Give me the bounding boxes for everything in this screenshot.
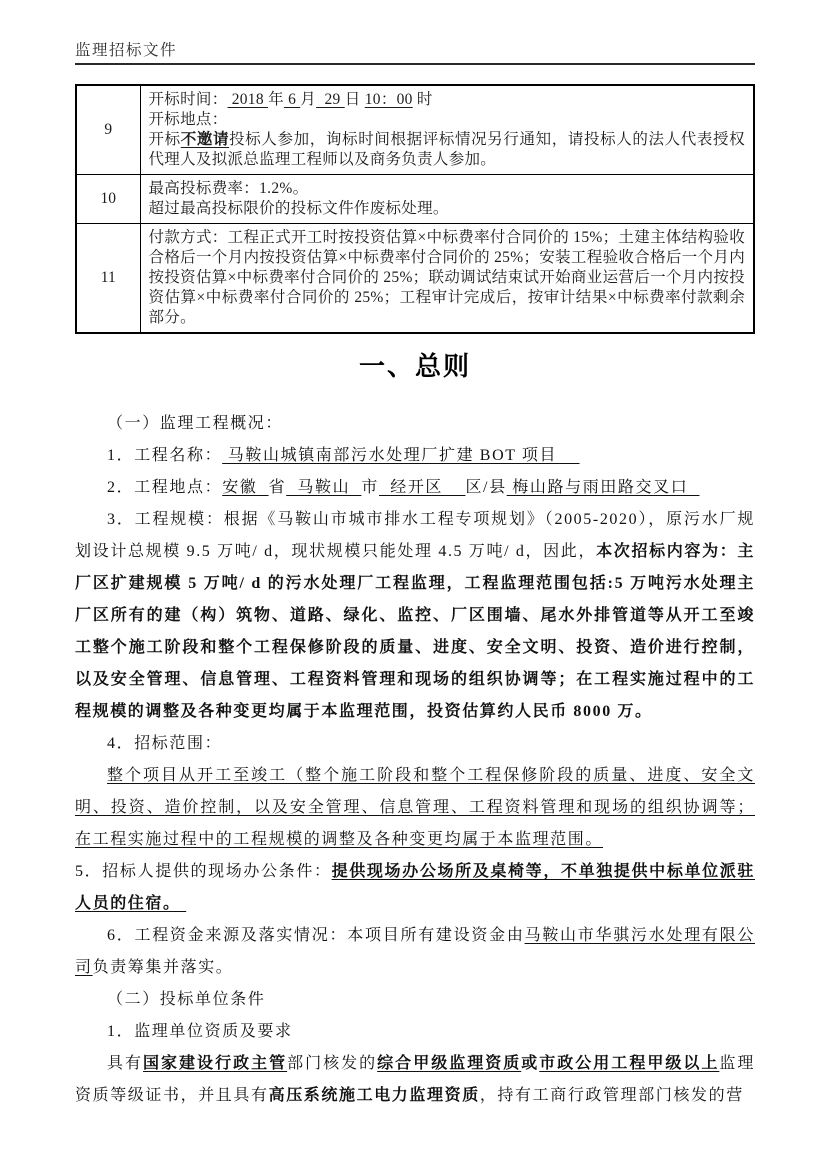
text-segment: 整个项目从开工至竣工（整个施工阶段和整个工程保修阶段的质量、进度、安全文明、投资、造价控制，以及安全管理、信息管理、工程资料管理和现场的组织协调等；在工程实施过程中的工程规模的调整及各种变更均属于本监理范围。 xyxy=(75,767,755,848)
text-segment: 1．工程名称： xyxy=(107,447,223,464)
cell-paragraph xyxy=(149,199,746,219)
body-paragraph xyxy=(75,984,755,1016)
text-segment: 提供现场办公场所及桌椅等，不单独提供中标单位派驻人员的住宿。 xyxy=(75,863,755,912)
text-segment: 年 xyxy=(268,91,284,108)
text-segment: 最高投标费率：1.2%。 xyxy=(148,180,309,197)
document-header xyxy=(75,38,755,65)
document-body xyxy=(75,408,755,1112)
text-segment: 日 xyxy=(344,91,365,108)
body-paragraph xyxy=(75,1048,755,1112)
header-title: 监理招标文件 xyxy=(75,42,178,59)
body-paragraph xyxy=(75,408,755,440)
text-segment: 开标地点： xyxy=(148,111,228,128)
text-segment: 区/县 xyxy=(465,479,507,496)
text-segment: 梅山路与雨田路交叉口 xyxy=(506,479,700,496)
text-segment: 投标人参加，询标时间根据评标情况另行通知，请投标人的法人代表授权代理人及拟派总监理工程师以及商务负责人参加。 xyxy=(148,131,745,168)
text-segment: 经开区 xyxy=(379,479,466,496)
body-paragraph xyxy=(75,504,755,728)
row-number: 9 xyxy=(76,85,140,175)
row-content xyxy=(140,85,754,175)
text-segment: 马鞍山城镇南部污水处理厂扩建 BOT 项目 xyxy=(222,447,580,464)
text-segment: 马鞍山 xyxy=(286,479,362,496)
text-segment: （二）投标单位条件 xyxy=(107,991,266,1008)
text-segment: 市 xyxy=(361,479,380,496)
cell-paragraph xyxy=(149,110,746,130)
table-row xyxy=(76,85,754,175)
text-segment: 2．工程地点： xyxy=(107,479,223,496)
text-segment: 开标时间： xyxy=(148,91,228,108)
text-segment: 1．监理单位资质及要求 xyxy=(107,1023,293,1040)
text-segment: 监理资质等级证书，并且具有 xyxy=(75,1055,755,1104)
text-segment: ，持有工商行政管理部门核发的营 xyxy=(479,1087,744,1104)
body-paragraph xyxy=(75,856,755,920)
text-segment: 时 xyxy=(412,91,433,108)
text-segment: 月 xyxy=(300,91,317,108)
row-number: 11 xyxy=(76,224,140,334)
text-segment: 不邀请 xyxy=(180,131,230,148)
text-segment: 或 xyxy=(521,1055,540,1072)
text-segment: 超过最高投标限价的投标文件作废标处理。 xyxy=(148,200,449,217)
text-segment: 4．招标范围： xyxy=(107,735,223,752)
body-paragraph xyxy=(75,728,755,760)
cell-paragraph xyxy=(149,179,746,199)
text-segment: 付款方式：工程正式开工时按投资估算×中标费率付合同价的 15%；土建主体结构验收合格后一个月内按投资估算×中标费率付合同价的 25%；安装工程验收合格后一个月内按投资估算×中标费率付合同价的 25%；联动调试结束试开始商业运营后一个月内按投资估算×中标费率付合同价的 25%；工程审计完成后，按审计结果×中标费率付款剩余部分。 xyxy=(148,229,745,326)
body-paragraph xyxy=(75,1016,755,1048)
cell-paragraph xyxy=(149,130,746,170)
text-segment: 本次招标内容为：主厂区扩建规模 5 万吨/ d 的污水处理厂工程监理，工程监理范围包括:5 万吨污水处理主厂区所有的建（构）筑物、道路、绿化、监控、厂区围墙、尾水外排管道等从开工至竣工整个施工阶段和整个工程保修阶段的质量、进度、安全文明、投资、造价进行控制，以及安全管理、信息管理、工程资料管理和现场的组织协调等；在工程实施过程中的工程规模的调整及各种变更均属于本监理范围，投资估算约人民币 8000 万。 xyxy=(75,543,755,720)
text-segment: 市政公用工程甲级以上 xyxy=(539,1055,720,1072)
section-title: 一、总则 xyxy=(358,352,471,381)
body-paragraph xyxy=(75,440,755,472)
row-number: 10 xyxy=(76,175,140,224)
text-segment: 部门核发的 xyxy=(287,1055,378,1072)
table-row xyxy=(76,224,754,334)
text-segment: 综合甲级监理资质 xyxy=(377,1055,522,1072)
text-segment: 负责筹集并落实。 xyxy=(92,959,234,976)
table-row xyxy=(76,175,754,224)
text-segment: 省 xyxy=(268,479,287,496)
tender-info-table-body xyxy=(76,85,754,333)
text-segment: 具有 xyxy=(107,1055,144,1072)
text-segment: （一）监理工程概况： xyxy=(107,415,284,432)
text-segment: 2018 xyxy=(227,91,269,108)
text-segment: 开标 xyxy=(148,131,181,148)
text-segment: 马鞍山市华骐污水处理有限公司 xyxy=(75,927,755,976)
body-paragraph xyxy=(75,920,755,984)
text-segment: 安徽 xyxy=(222,479,269,496)
row-content xyxy=(140,175,754,224)
cell-paragraph xyxy=(149,228,746,328)
text-segment: 10：00 xyxy=(364,91,413,108)
text-segment: 29 xyxy=(316,91,345,108)
text-segment: 高压系统施工电力监理资质 xyxy=(268,1087,480,1104)
text-segment: 6 xyxy=(283,91,301,108)
text-segment: 国家建设行政主管 xyxy=(143,1055,288,1072)
tender-info-table xyxy=(75,84,755,334)
body-paragraph xyxy=(75,760,755,856)
text-segment: 5．招标人提供的现场办公条件： xyxy=(75,863,332,880)
cell-paragraph xyxy=(149,90,746,110)
row-content xyxy=(140,224,754,334)
text-segment: 6．工程资金来源及落实情况：本项目所有建设资金由 xyxy=(107,927,525,944)
text-segment: 3．工程规模：根据《马鞍山市城市排水工程专项规划》（2005-2020），原污水厂规划设计总规模 9.5 万吨/ d，现状规模只能处理 4.5 万吨/ d，因此， xyxy=(75,511,755,560)
body-paragraph xyxy=(75,472,755,504)
